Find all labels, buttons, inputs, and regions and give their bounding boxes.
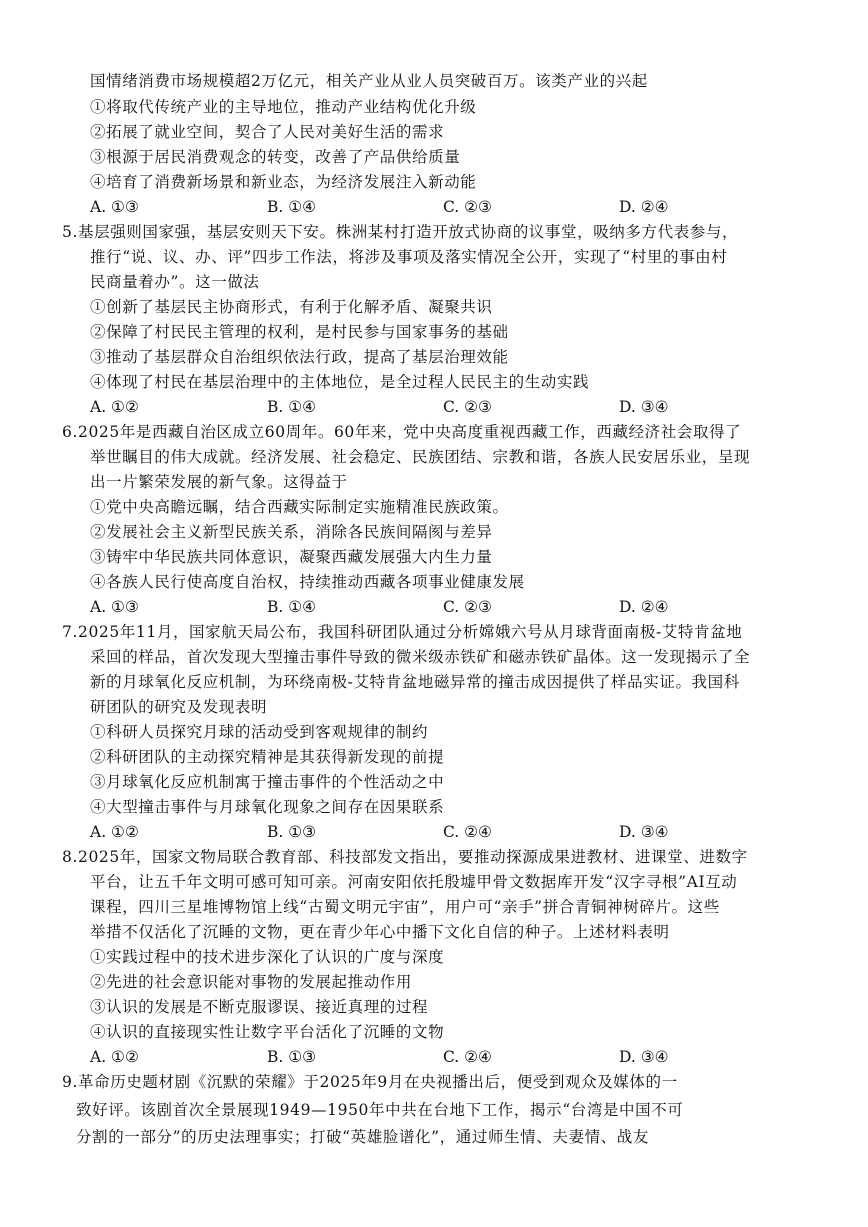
q8-item-4: ④认识的直接现实性让数字平台活化了沉睡的文物 xyxy=(90,1023,445,1041)
q6-stem-line-3: 出一片繁荣发展的新气象。这得益于 xyxy=(90,473,348,491)
q9-stem-line-2: 致好评。该剧首次全景展现1949—1950年中共在台地下工作，揭示“台湾是中国不可 xyxy=(76,1101,684,1119)
q6-stem-line-1: 6.2025年是西藏自治区成立60周年。60年来，党中央高度重视西藏工作，西藏经济社会取得了 xyxy=(62,423,742,441)
q5-option-d: D. ③④ xyxy=(619,398,669,416)
q6-option-a: A. ①③ xyxy=(90,598,139,616)
q7-stem-line-3: 新的月球氧化反应机制，为环绕南极-艾特肯盆地磁异常的撞击成因提供了样品实证。我国科 xyxy=(90,673,740,691)
q6-option-c: C. ②③ xyxy=(443,598,492,616)
q8-item-3: ③认识的发展是不断克服谬误、接近真理的过程 xyxy=(90,998,429,1016)
q4-option-d: D. ②④ xyxy=(619,198,669,216)
q5-item-3: ③推动了基层群众自治组织依法行政，提高了基层治理效能 xyxy=(90,348,509,366)
q4-item-3: ③根源于居民消费观念的转变，改善了产品供给质量 xyxy=(90,148,461,166)
q8-stem-line-4: 举措不仅活化了沉睡的文物，更在青少年心中播下文化自信的种子。上述材料表明 xyxy=(90,923,670,941)
q7-stem-line-1: 7.2025年11月，国家航天局公布，我国科研团队通过分析嫦娥六号从月球背面南极-艾特肯盆地 xyxy=(62,623,743,641)
q8-stem-line-1: 8.2025年，国家文物局联合教育部、科技部发文指出，要推动探源成果进教材、进课堂、进数字 xyxy=(62,848,748,866)
q5-stem-line-2: 推行“说、议、办、评”四步工作法，将涉及事项及落实情况全公开，实现了“村里的事由村 xyxy=(90,248,728,266)
q5-option-b: B. ①④ xyxy=(267,398,317,416)
q4-option-b: B. ①④ xyxy=(267,198,317,216)
q8-option-b: B. ①③ xyxy=(267,1048,317,1066)
q7-item-1: ①科研人员探究月球的活动受到客观规律的制约 xyxy=(90,723,429,741)
q4-item-4: ④培育了消费新场景和新业态，为经济发展注入新动能 xyxy=(90,173,477,191)
q7-stem-line-2: 采回的样品，首次发现大型撞击事件导致的微米级赤铁矿和磁赤铁矿晶体。这一发现揭示了全 xyxy=(90,648,751,666)
q6-option-d: D. ②④ xyxy=(619,598,669,616)
q5-item-4: ④体现了村民在基层治理中的主体地位，是全过程人民民主的生动实践 xyxy=(90,373,590,391)
q8-item-2: ②先进的社会意识能对事物的发展起推动作用 xyxy=(90,973,413,991)
q6-item-2: ②发展社会主义新型民族关系，消除各民族间隔阂与差异 xyxy=(90,523,493,541)
q7-option-a: A. ①② xyxy=(90,823,139,841)
q8-option-c: C. ②④ xyxy=(443,1048,492,1066)
q8-stem-line-2: 平台，让五千年文明可感可知可亲。河南安阳依托殷墟甲骨文数据库开发“汉字寻根”AI互动 xyxy=(90,873,738,891)
q6-option-b: B. ①④ xyxy=(267,598,317,616)
q4-item-1: ①将取代传统产业的主导地位，推动产业结构优化升级 xyxy=(90,98,477,116)
q8-item-1: ①实践过程中的技术进步深化了认识的广度与深度 xyxy=(90,948,445,966)
q5-stem-line-1: 5.基层强则国家强，基层安则天下安。株洲某村打造开放式协商的议事堂，吸纳多方代表参与， xyxy=(62,223,739,241)
q4-option-c: C. ②③ xyxy=(443,198,492,216)
q7-item-2: ②科研团队的主动探究精神是其获得新发现的前提 xyxy=(90,748,445,766)
q7-option-b: B. ①③ xyxy=(267,823,317,841)
q9-stem-line-1: 9.革命历史题材剧《沉默的荣耀》于2025年9月在央视播出后，便受到观众及媒体的一 xyxy=(62,1073,678,1091)
q7-item-3: ③月球氧化反应机制寓于撞击事件的个性活动之中 xyxy=(90,773,445,791)
q5-option-a: A. ①② xyxy=(90,398,139,416)
q7-stem-line-4: 研团队的研究及发现表明 xyxy=(90,698,268,716)
q4-option-a: A. ①③ xyxy=(90,198,139,216)
q6-item-3: ③铸牢中华民族共同体意识，凝聚西藏发展强大内生力量 xyxy=(90,548,493,566)
q5-item-1: ①创新了基层民主协商形式，有利于化解矛盾、凝聚共识 xyxy=(90,298,493,316)
q4-item-2: ②拓展了就业空间，契合了人民对美好生活的需求 xyxy=(90,123,445,141)
q8-option-a: A. ①② xyxy=(90,1048,139,1066)
q6-item-1: ①党中央高瞻远瞩，结合西藏实际制定实施精准民族政策。 xyxy=(90,498,509,516)
q5-item-2: ②保障了村民民主管理的权利，是村民参与国家事务的基础 xyxy=(90,323,509,341)
q5-option-c: C. ②③ xyxy=(443,398,492,416)
q6-item-4: ④各族人民行使高度自治权，持续推动西藏各项事业健康发展 xyxy=(90,573,525,591)
q7-option-d: D. ③④ xyxy=(619,823,669,841)
q5-stem-line-3: 民商量着办”。这一做法 xyxy=(90,273,260,291)
q6-stem-line-2: 举世瞩目的伟大成就。经济发展、社会稳定、民族团结、宗教和谐，各族人民安居乐业，呈现 xyxy=(90,448,751,466)
q9-stem-line-3: 分割的一部分”的历史法理事实；打破“英雄脸谱化”，通过师生情、夫妻情、战友 xyxy=(76,1128,649,1146)
q8-stem-line-3: 课程，四川三星堆博物馆上线“古蜀文明元宇宙”，用户可“亲手”拼合青铜神树碎片。这些 xyxy=(90,898,720,916)
q8-option-d: D. ③④ xyxy=(619,1048,669,1066)
q7-item-4: ④大型撞击事件与月球氧化现象之间存在因果联系 xyxy=(90,798,445,816)
q7-option-c: C. ②④ xyxy=(443,823,492,841)
q4-stem-line: 国情绪消费市场规模超2万亿元，相关产业从业人员突破百万。该类产业的兴起 xyxy=(90,72,648,90)
